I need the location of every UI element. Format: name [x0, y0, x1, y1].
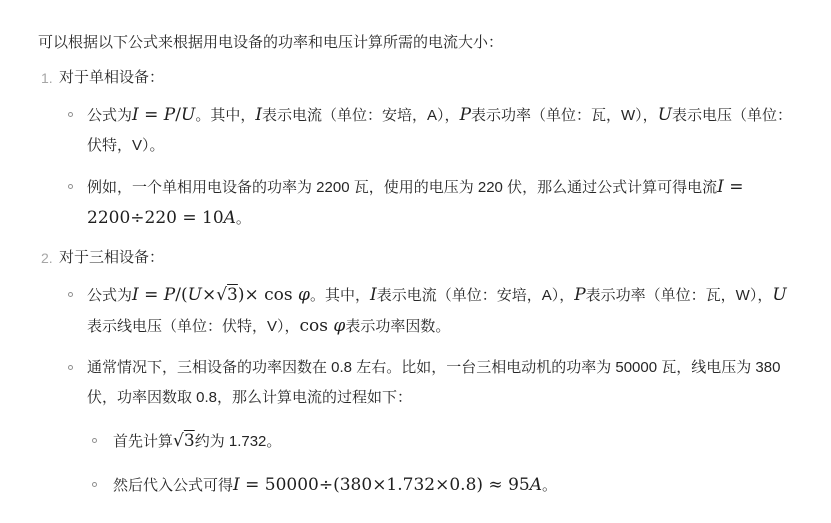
- bullet-item-formula: [38, 280, 797, 342]
- bullet-item-example: [38, 172, 797, 234]
- bullet-text: 通常情况下，三相设备的功率因数在 0.8 左右。比如，一台三相电动机的功率为 50000 瓦，线电压为 380 伏，功率因数取 0.8，那么计算电流的过程如下：: [87, 359, 781, 406]
- circle-bullet-icon: [92, 482, 97, 487]
- numbered-list: [38, 67, 797, 501]
- bullet-text: 公式为I = P/(U×√3)× cos φ。其中，I表示电流（单位：安培，A），P表示功率（单位：瓦，W），U表示线电压（单位：伏特，V），cos φ表示功率因数。: [87, 285, 787, 336]
- circle-bullet-icon: [68, 292, 73, 297]
- bullet-list: [38, 280, 797, 501]
- nested-bullet-item-result-step: [87, 470, 797, 501]
- bullet-list: [38, 100, 797, 234]
- circle-bullet-icon: [68, 184, 73, 189]
- bullet-text: 例如，一个单相用电设备的功率为 2200 瓦，使用的电压为 220 伏，那么通过公式计算可得电流I = 2200÷220 = 10A。: [87, 177, 744, 228]
- intro-paragraph: 可以根据以下公式来根据用电设备的功率和电压计算所需的电流大小：: [38, 34, 504, 51]
- bullet-text: 然后代入公式可得I = 50000÷(380×1.732×0.8) ≈ 95A。: [113, 475, 557, 495]
- circle-bullet-icon: [92, 438, 97, 443]
- list-item-title: 对于三相设备：: [59, 249, 165, 266]
- bullet-text: 公式为I = P/U。其中，I表示电流（单位：安培，A），P表示功率（单位：瓦，W），U表示电压（单位：伏特，V）。: [87, 105, 793, 154]
- circle-bullet-icon: [68, 365, 73, 370]
- list-item-three-phase: [38, 247, 797, 501]
- bullet-item-formula: [38, 100, 797, 161]
- list-item-heading: [38, 247, 797, 269]
- list-number: 1.: [41, 70, 53, 86]
- nested-bullet-list: [87, 426, 797, 501]
- list-item-heading: [38, 67, 797, 89]
- circle-bullet-icon: [68, 112, 73, 117]
- bullet-item-example: [38, 353, 797, 501]
- list-item-single-phase: [38, 67, 797, 234]
- nested-bullet-item-sqrt-step: [87, 426, 797, 457]
- list-item-title: 对于单相设备：: [59, 69, 165, 86]
- bullet-text: 首先计算√3约为 1.732。: [113, 431, 282, 451]
- list-number: 2.: [41, 250, 53, 266]
